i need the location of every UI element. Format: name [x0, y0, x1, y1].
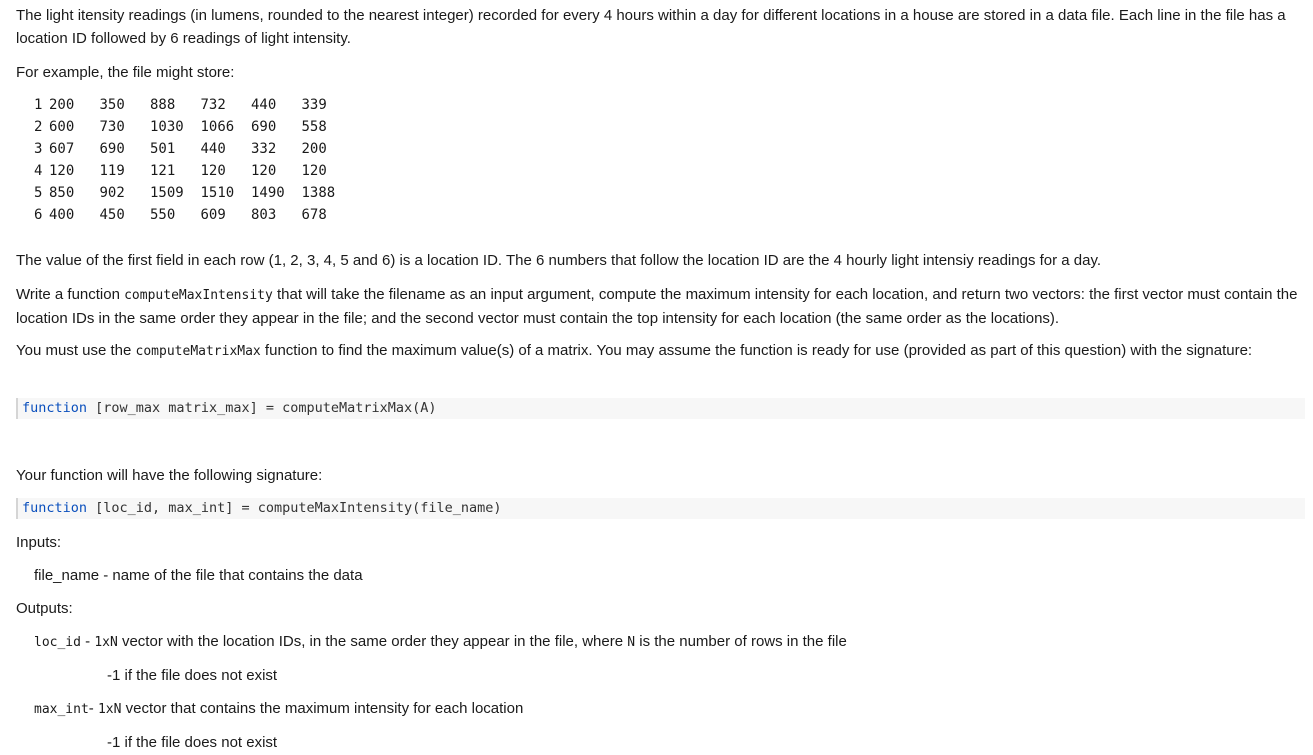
reading-cell: 1509 — [150, 185, 184, 201]
loc-id-text2: is the number of rows in the file — [635, 633, 847, 650]
reading-cell: 332 — [251, 141, 277, 157]
main-signature-rest: [loc_id, max_int] = computeMaxIntensity(file_name) — [87, 500, 502, 516]
loc-id-type: 1xN — [94, 635, 118, 650]
reading-cell: 1388 — [301, 185, 336, 201]
must-use-suffix: function to find the maximum value(s) of a matrix. You may assume the function is ready for use (provided as part of this question) with the signature: — [260, 342, 1253, 359]
task-function-name: computeMaxIntensity — [124, 288, 273, 303]
reading-cell: 609 — [200, 207, 226, 223]
main-signature-keyword: function — [22, 500, 88, 516]
reading-cell: 690 — [251, 119, 277, 135]
helper-signature-code — [16, 398, 1305, 419]
location-id-cell: 1 — [34, 97, 43, 113]
reading-cell: 550 — [150, 207, 176, 223]
main-signature-code — [16, 498, 1305, 519]
reading-cell: 339 — [301, 97, 327, 113]
loc-id-name: loc_id — [34, 635, 81, 650]
output-loc-id — [34, 632, 847, 653]
reading-cell: 1066 — [200, 119, 235, 135]
reading-cell: 440 — [200, 141, 226, 157]
task-prefix: Write a function — [16, 286, 125, 303]
location-id-cell: 4 — [34, 163, 43, 179]
must-use-prefix: You must use the — [16, 342, 136, 359]
reading-cell: 607 — [49, 141, 75, 157]
reading-cell: 400 — [49, 207, 75, 223]
reading-cell: 690 — [99, 141, 125, 157]
table-row — [24, 204, 352, 226]
inputs-label: Inputs: — [16, 534, 62, 551]
max-int-name: max_int — [34, 702, 89, 717]
location-id-cell: 2 — [34, 119, 43, 135]
reading-cell: 440 — [251, 97, 277, 113]
reading-cell: 803 — [251, 207, 277, 223]
location-id-cell: 5 — [34, 185, 43, 201]
table-row — [24, 182, 352, 204]
reading-cell: 450 — [99, 207, 125, 223]
loc-id-error: -1 if the file does not exist — [107, 667, 278, 684]
location-id-cell: 6 — [34, 207, 43, 223]
reading-cell: 850 — [49, 185, 75, 201]
table-row — [24, 160, 352, 182]
input-file-name: file_name - name of the file that contains the data — [34, 567, 363, 584]
loc-id-text1: vector with the location IDs, in the same order they appear in the file, where — [117, 633, 628, 650]
reading-cell: 888 — [150, 97, 176, 113]
reading-cell: 1510 — [200, 185, 235, 201]
task-suffix: that will take the filename as an input argument, compute the maximum intensity for each location, and return two vectors: the first vector must contain the location IDs in the same order they appear in the file; and the second vector must contain the top intensity for each location (the same order as the locations). — [16, 286, 1298, 327]
table-row — [24, 116, 352, 138]
reading-cell: 200 — [49, 97, 75, 113]
reading-cell: 558 — [301, 119, 327, 135]
reading-cell: 120 — [301, 163, 327, 179]
table-row — [24, 94, 352, 116]
reading-cell: 350 — [99, 97, 125, 113]
reading-cell: 1490 — [251, 185, 285, 201]
reading-cell: 119 — [99, 163, 125, 179]
must-use-paragraph — [16, 339, 1301, 363]
max-int-type: 1xN — [97, 702, 122, 717]
reading-cell: 730 — [99, 119, 125, 135]
reading-cell: 600 — [49, 119, 75, 135]
signature-label: Your function will have the following signature: — [16, 467, 323, 484]
loc-id-n: N — [627, 635, 636, 650]
reading-cell: 902 — [99, 185, 125, 201]
reading-cell: 200 — [301, 141, 327, 157]
reading-cell: 120 — [200, 163, 226, 179]
helper-signature-rest: [row_max matrix_max] = computeMatrixMax(A) — [87, 400, 437, 416]
loc-id-separator: - — [80, 633, 95, 650]
max-int-text: vector that contains the maximum intensity for each location — [121, 700, 524, 717]
intro-paragraph: The light itensity readings (in lumens, rounded to the nearest integer) recorded for every 4 hours within a day for different locations in a house are stored in a data file. Each line in the file has a location ID followed by 6 readings of light intensity. — [16, 7, 1286, 47]
max-int-separator: - — [88, 700, 98, 717]
task-paragraph — [16, 283, 1301, 330]
reading-cell: 120 — [251, 163, 277, 179]
table-row — [24, 138, 352, 160]
reading-cell: 678 — [301, 207, 327, 223]
location-description: The value of the first field in each row (1, 2, 3, 4, 5 and 6) is a location ID. The 6 numbers that follow the location ID are the 4 hourly light intensiy readings for a day. — [16, 252, 1102, 269]
reading-cell: 120 — [49, 163, 75, 179]
outputs-label: Outputs: — [16, 600, 73, 617]
example-label: For example, the file might store: — [16, 64, 235, 81]
helper-signature-keyword: function — [22, 400, 88, 416]
reading-cell: 501 — [150, 141, 176, 157]
max-int-error: -1 if the file does not exist — [107, 734, 278, 751]
example-data-table — [24, 94, 352, 226]
reading-cell: 1030 — [150, 119, 184, 135]
must-use-function-name: computeMatrixMax — [135, 344, 261, 359]
reading-cell: 732 — [200, 97, 226, 113]
location-id-cell: 3 — [34, 141, 43, 157]
output-max-int — [34, 699, 523, 720]
reading-cell: 121 — [150, 163, 176, 179]
